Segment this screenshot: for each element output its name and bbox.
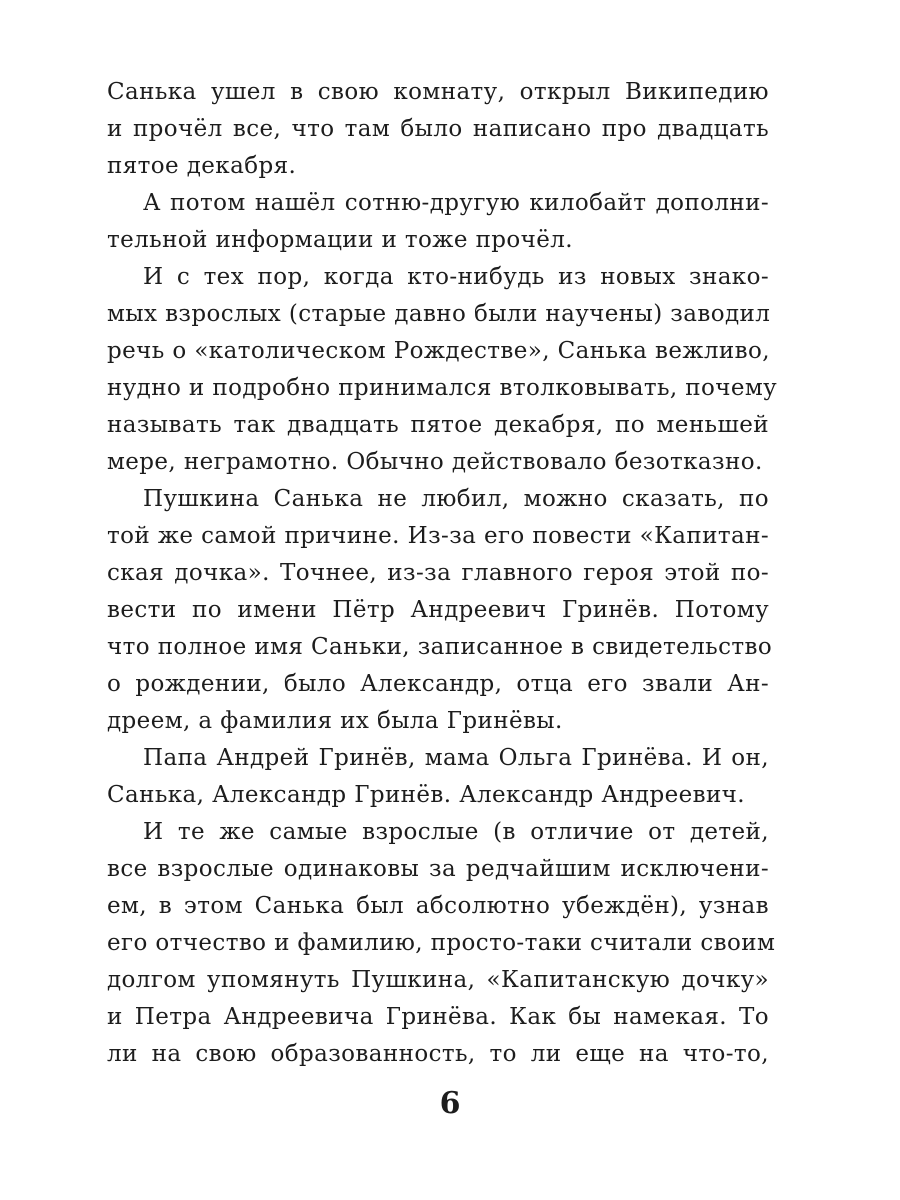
paragraph <box>107 740 769 814</box>
text-line: той же самой причине. Из-за его повести «Капитан- <box>107 523 769 549</box>
text-line: Санька, Александр Гринёв. Александр Андреевич. <box>107 782 745 808</box>
text-line: что полное имя Саньки, записанное в свидетельство <box>107 634 773 660</box>
text-line: ем, в этом Санька был абсолютно убеждён), узнав <box>107 893 769 919</box>
text-line: Папа Андрей Гринёв, мама Ольга Гринёва. И он, <box>143 745 769 771</box>
text-line: о рождении, было Александр, отца его звали Ан- <box>107 671 769 697</box>
paragraph <box>107 185 769 259</box>
text-line: А потом нашёл сотню-другую килобайт дополни- <box>143 190 769 216</box>
paragraph <box>107 481 773 740</box>
text-line: Санька ушел в свою комнату, открыл Википедию <box>107 79 769 105</box>
text-line: мере, неграмотно. Обычно действовало безотказно. <box>107 449 763 475</box>
text-line: и прочёл все, что там было написано про двадцать <box>107 116 769 142</box>
text-line: пятое декабря. <box>107 153 297 179</box>
paragraph <box>107 74 769 185</box>
paragraph <box>107 814 776 1073</box>
paragraph <box>107 259 778 481</box>
page-number: 6 <box>439 1086 461 1121</box>
text-line: дреем, а фамилия их была Гринёвы. <box>107 708 563 734</box>
text-line: вести по имени Пётр Андреевич Гринёв. Потому <box>107 597 769 623</box>
text-line: И те же самые взрослые (в отличие от детей, <box>143 819 769 845</box>
text-line: мых взрослых (старые давно были научены) заводил <box>107 301 771 327</box>
text-line: долгом упомянуть Пушкина, «Капитанскую дочку» <box>107 967 769 993</box>
text-line: называть так двадцать пятое декабря, по меньшей <box>107 412 769 438</box>
body-text <box>107 74 778 1073</box>
text-line: тельной информации и тоже прочёл. <box>107 227 574 253</box>
text-line: и Петра Андреевича Гринёва. Как бы намекая. То <box>107 1004 769 1030</box>
text-line: все взрослые одинаковы за редчайшим исключени- <box>107 856 769 882</box>
text-line: его отчество и фамилию, просто-таки считали своим <box>107 930 776 956</box>
text-line: И с тех пор, когда кто-нибудь из новых знако- <box>143 264 769 290</box>
text-line: нудно и подробно принимался втолковывать, почему <box>107 375 778 401</box>
text-line: ская дочка». Точнее, из-за главного героя этой по- <box>107 560 769 586</box>
text-line: ли на свою образованность, то ли еще на что-то, <box>107 1041 769 1067</box>
text-line: Пушкина Санька не любил, можно сказать, по <box>143 486 769 512</box>
text-line: речь о «католическом Рождестве», Санька вежливо, <box>107 338 770 364</box>
